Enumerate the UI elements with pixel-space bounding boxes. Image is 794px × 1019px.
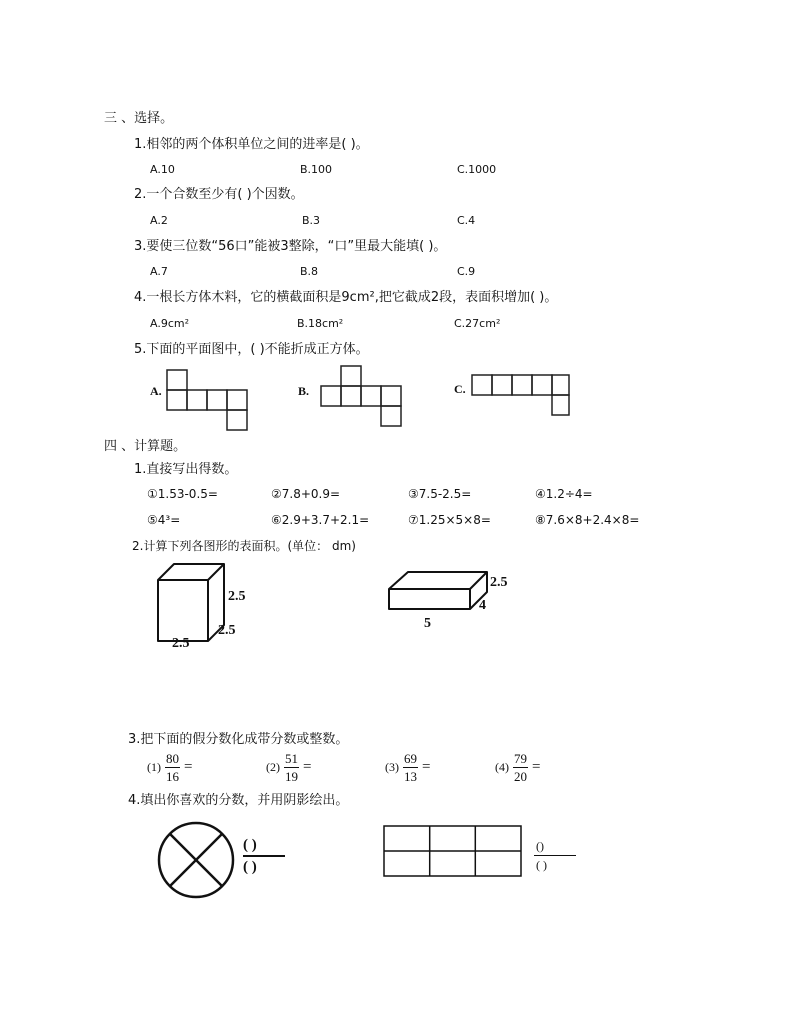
cube-height-label: 2.5 [228,589,246,604]
calc-item-1: ①1.53-0.5= [147,487,218,501]
fraction-numerator: 79 [514,751,527,766]
calc-question-1: 1.直接写出得数。 [134,462,238,477]
net-c-label: C. [454,382,466,396]
rect-fraction-bar [534,855,576,856]
cuboid-height-label: 2.5 [490,575,508,590]
quartered-circle [156,820,236,900]
question-3: 3.要使三位数“56口”能被3整除，“口”里最大能填( )。 [134,239,447,254]
question-2: 2.一个合数至少有( )个因数。 [134,187,304,202]
equals-sign: = [184,759,193,775]
equals-sign: = [532,759,541,775]
fraction-item-1 [147,752,192,783]
equals-sign: = [303,759,312,775]
cube-figure [150,560,250,652]
circle-fraction-denominator: ( ) [243,859,257,875]
fraction-numerator: 69 [404,751,417,766]
equals-sign: = [422,759,431,775]
net-b-diagram [319,364,404,430]
circle-fraction-numerator: ( ) [243,837,257,853]
q3-option-a: A.7 [150,265,168,278]
calc-question-2: 2.计算下列各图形的表面积。(单位： dm) [132,539,356,553]
fraction-item-3 [385,752,430,783]
question-5: 5.下面的平面图中，( )不能折成正方体。 [134,342,369,357]
circle-fraction-bar [243,855,285,857]
question-4: 4.一根长方体木料，它的横截面积是9cm²,把它截成2段，表面积增加( )。 [134,290,558,305]
fraction-item-2 [266,752,311,783]
rectangle-grid [383,825,523,877]
section-4-heading: 四 、计算题。 [104,439,187,454]
fraction-denominator: 13 [404,769,417,784]
rect-fraction-numerator: () [536,839,544,853]
cuboid-length-label: 5 [424,616,431,631]
net-a-diagram [165,368,250,432]
fraction-denominator: 16 [166,769,179,784]
fraction-label: (3) [385,760,399,774]
q1-option-c: C.1000 [457,163,497,176]
fraction-denominator: 20 [514,769,527,784]
calc-item-2: ②7.8+0.9= [271,487,341,501]
fraction-numerator: 80 [166,751,179,766]
net-c-diagram [470,373,574,417]
q3-option-b: B.8 [300,265,319,278]
q4-option-c: C.27cm² [454,317,501,330]
q4-option-a: A.9cm² [150,317,189,330]
cuboid-width-label: 4 [479,598,486,613]
q4-option-b: B.18cm² [297,317,344,330]
cube-width-label: 2.5 [172,636,190,651]
cuboid-figure [386,568,490,616]
q2-option-b: B.3 [302,214,321,227]
fraction-numerator: 51 [285,751,298,766]
fraction-item-4 [495,752,540,783]
q1-option-b: B.100 [300,163,333,176]
q2-option-a: A.2 [150,214,168,227]
fraction-label: (1) [147,760,161,774]
fraction-label: (2) [266,760,280,774]
calc-item-5: ⑤4³= [147,513,181,527]
rect-fraction-denominator: ( ) [536,858,547,872]
calc-question-4: 4.填出你喜欢的分数，并用阴影绘出。 [128,793,349,808]
calc-item-6: ⑥2.9+3.7+2.1= [271,513,370,527]
net-a-label: A. [150,384,162,398]
q3-option-c: C.9 [457,265,476,278]
calc-item-7: ⑦1.25×5×8= [408,513,491,527]
fraction-denominator: 19 [285,769,298,784]
q2-option-c: C.4 [457,214,476,227]
fraction-label: (4) [495,760,509,774]
question-1: 1.相邻的两个体积单位之间的进率是( )。 [134,137,369,152]
calc-item-3: ③7.5-2.5= [408,487,472,501]
net-b-label: B. [298,384,310,398]
section-3-heading: 三 、选择。 [104,111,174,126]
calc-question-3: 3.把下面的假分数化成带分数或整数。 [128,732,349,747]
cube-depth-label: 2.5 [218,623,236,638]
q1-option-a: A.10 [150,163,175,176]
calc-item-4: ④1.2÷4= [535,487,593,501]
calc-item-8: ⑧7.6×8+2.4×8= [535,513,640,527]
